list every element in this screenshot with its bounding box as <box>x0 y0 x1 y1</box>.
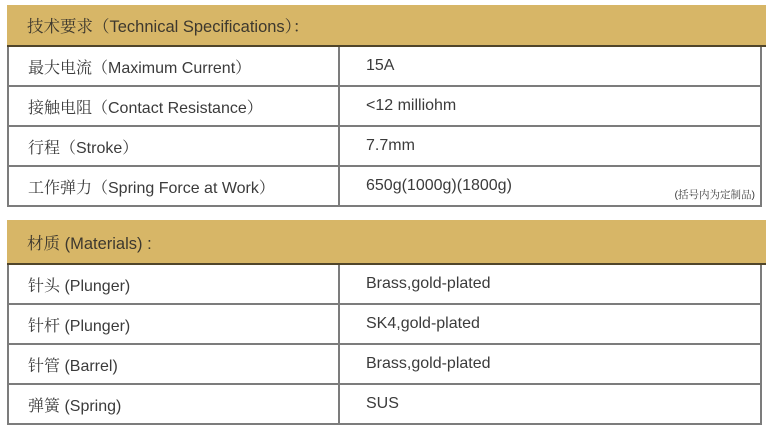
row-label: 行程（Stroke） <box>9 127 340 165</box>
row-label: 针管 (Barrel) <box>9 345 340 383</box>
table-row-spring <box>9 385 760 425</box>
row-value: 15A <box>366 57 395 74</box>
table-row-maximum-current <box>9 47 760 87</box>
row-label: 接触电阻（Contact Resistance） <box>9 87 340 125</box>
table-row-barrel <box>9 345 760 385</box>
row-value: Brass,gold-plated <box>366 355 491 372</box>
technical-specifications-title: 技术要求（Technical Specifications）： <box>27 18 310 36</box>
table-row-spring-force <box>9 167 760 207</box>
row-label: 针头 (Plunger) <box>9 265 340 303</box>
row-label: 工作弹力（Spring Force at Work） <box>9 167 340 205</box>
row-label: 弹簧 (Spring) <box>9 385 340 423</box>
materials-body <box>7 265 762 425</box>
custom-product-note: (括号内为定制品) <box>674 189 755 201</box>
table-row-contact-resistance <box>9 87 760 127</box>
row-label: 最大电流（Maximum Current） <box>9 47 340 85</box>
materials-title: 材质 (Materials) : <box>27 234 152 253</box>
spring-force-value: 650g(1000g)(1800g) <box>366 177 512 194</box>
table-row-plunger-head <box>9 265 760 305</box>
technical-specifications-table <box>7 5 762 207</box>
row-value: <12 milliohm <box>366 97 457 114</box>
row-value: Brass,gold-plated <box>366 275 491 292</box>
row-value: SUS <box>366 395 399 412</box>
row-value: 7.7mm <box>366 137 415 154</box>
materials-header <box>7 220 766 265</box>
row-label: 针杆 (Plunger) <box>9 305 340 343</box>
spec-sheet-content <box>7 5 762 425</box>
table-gap <box>7 207 762 220</box>
technical-specifications-body <box>7 47 762 207</box>
row-value <box>340 167 760 205</box>
table-row-plunger-shaft <box>9 305 760 345</box>
materials-table <box>7 220 762 425</box>
table-row-stroke <box>9 127 760 167</box>
technical-specifications-header <box>7 5 766 47</box>
row-value: SK4,gold-plated <box>366 315 480 332</box>
